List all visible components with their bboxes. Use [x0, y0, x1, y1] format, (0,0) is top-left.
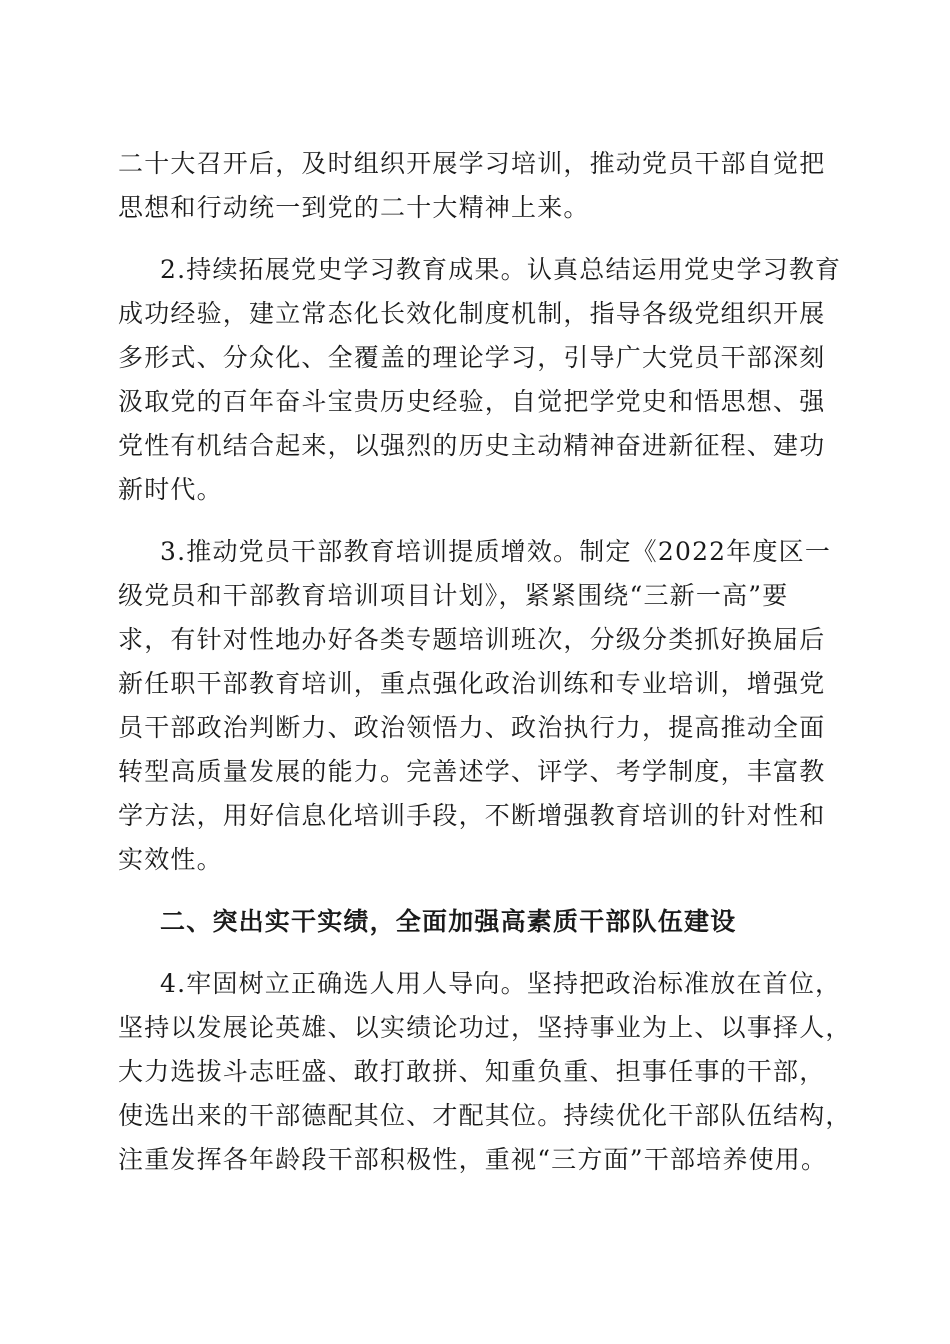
text-line: 实效性。	[118, 845, 223, 874]
text-line: 求，有针对性地办好各类专题培训班次，分级分类抓好换届后	[118, 625, 826, 654]
paragraph-2-first-line: 2.持续拓展党史学习教育成果。认真总结运用党史学习教育	[160, 255, 842, 284]
text-line: 二十大召开后，及时组织开展学习培训，推动党员干部自觉把	[118, 149, 826, 178]
paragraph-4-first-line: 4.牢固树立正确选人用人导向。坚持把政治标准放在首位，	[160, 969, 842, 998]
text-line: 成功经验，建立常态化长效化制度机制，指导各级党组织开展	[118, 299, 826, 328]
text-line: 坚持以发展论英雄、以实绩论功过，坚持事业为上、以事择人，	[118, 1013, 852, 1042]
text-line: 思想和行动统一到党的二十大精神上来。	[118, 193, 590, 222]
text-line: 汲取党的百年奋斗宝贵历史经验，自觉把学党史和悟思想、强	[118, 387, 826, 416]
section-heading: 二、突出实干实绩，全面加强高素质干部队伍建设	[160, 907, 737, 936]
text-line: 新时代。	[118, 475, 223, 504]
text-line: 党性有机结合起来，以强烈的历史主动精神奋进新征程、建功	[118, 431, 826, 460]
text-line: 大力选拔斗志旺盛、敢打敢拼、知重负重、担事任事的干部，	[118, 1057, 826, 1086]
paragraph-3-first-line: 3.推动党员干部教育培训提质增效。制定《2022年度区一	[160, 537, 832, 566]
text-line: 员干部政治判断力、政治领悟力、政治执行力，提高推动全面	[118, 713, 826, 742]
text-line: 多形式、分众化、全覆盖的理论学习，引导广大党员干部深刻	[118, 343, 826, 372]
text-line: 注重发挥各年龄段干部积极性，重视“三方面”干部培养使用。	[118, 1145, 828, 1174]
text-line: 新任职干部教育培训，重点强化政治训练和专业培训，增强党	[118, 669, 826, 698]
text-line: 转型高质量发展的能力。完善述学、评学、考学制度，丰富教	[118, 757, 826, 786]
text-line: 学方法，用好信息化培训手段，不断增强教育培训的针对性和	[118, 801, 826, 830]
text-line: 级党员和干部教育培训项目计划》，紧紧围绕“三新一高”要	[118, 581, 789, 610]
text-line: 使选出来的干部德配其位、才配其位。持续优化干部队伍结构，	[118, 1101, 852, 1130]
